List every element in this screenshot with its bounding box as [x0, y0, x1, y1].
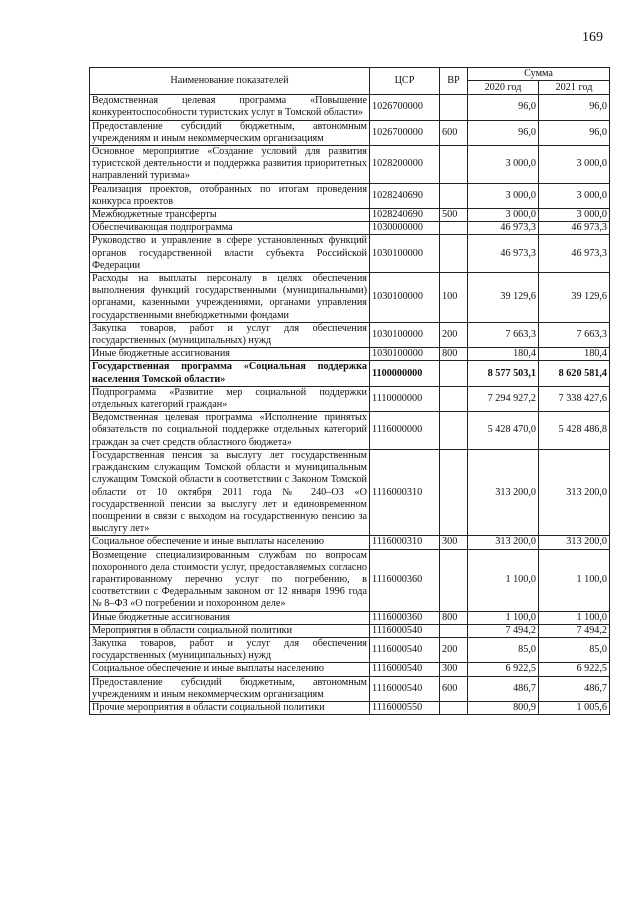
row-vr [440, 146, 468, 184]
row-value-2021: 180,4 [539, 348, 610, 361]
table-row [90, 536, 610, 549]
row-vr [440, 624, 468, 637]
row-value-2020: 46 973,3 [468, 222, 539, 235]
row-code: 1030100000 [370, 273, 440, 323]
table-row [90, 235, 610, 273]
row-value-2021: 1 100,0 [539, 549, 610, 611]
row-value-2020: 6 922,5 [468, 663, 539, 676]
row-value-2021: 85,0 [539, 637, 610, 662]
row-vr: 300 [440, 663, 468, 676]
table-row [90, 120, 610, 145]
row-value-2021: 486,7 [539, 676, 610, 701]
row-code: 1026700000 [370, 120, 440, 145]
row-value-2020: 8 577 503,1 [468, 361, 539, 386]
row-code: 1028240690 [370, 183, 440, 208]
row-value-2021: 6 922,5 [539, 663, 610, 676]
row-value-2020: 5 428 470,0 [468, 412, 539, 450]
row-value-2020: 486,7 [468, 676, 539, 701]
row-vr: 800 [440, 348, 468, 361]
row-vr [440, 183, 468, 208]
table-row [90, 449, 610, 535]
row-value-2021: 96,0 [539, 95, 610, 120]
header-sum: Сумма [468, 68, 610, 81]
row-code: 1030100000 [370, 235, 440, 273]
row-value-2021: 1 005,6 [539, 701, 610, 714]
row-value-2021: 8 620 581,4 [539, 361, 610, 386]
row-value-2020: 7 663,3 [468, 322, 539, 347]
row-vr [440, 701, 468, 714]
row-vr [440, 361, 468, 386]
row-code: 1116000540 [370, 624, 440, 637]
row-vr [440, 222, 468, 235]
row-name: Обеспечивающая подпрограмма [90, 222, 370, 235]
row-name: Социальное обеспечение и иные выплаты населению [90, 536, 370, 549]
row-name: Расходы на выплаты персоналу в целях обеспечения выполнения функций государственными (муниципальными) органами, казенными учреждениями, органами управления государственными внебюджетными фондами [90, 273, 370, 323]
page-number: 169 [582, 30, 603, 45]
table-row [90, 361, 610, 386]
row-value-2020: 39 129,6 [468, 273, 539, 323]
row-value-2021: 3 000,0 [539, 183, 610, 208]
row-vr: 500 [440, 209, 468, 222]
row-name: Предоставление субсидий бюджетным, автономным учреждениям и иным некоммерческим организациям [90, 676, 370, 701]
row-value-2021: 7 338 427,6 [539, 386, 610, 411]
row-vr [440, 549, 468, 611]
row-vr: 800 [440, 611, 468, 624]
table-row [90, 549, 610, 611]
row-value-2021: 46 973,3 [539, 222, 610, 235]
table-row [90, 273, 610, 323]
row-vr [440, 235, 468, 273]
table-row [90, 322, 610, 347]
row-code: 1116000550 [370, 701, 440, 714]
row-value-2020: 800,9 [468, 701, 539, 714]
row-vr [440, 449, 468, 535]
row-value-2021: 3 000,0 [539, 146, 610, 184]
row-value-2021: 313 200,0 [539, 536, 610, 549]
row-vr: 200 [440, 637, 468, 662]
row-value-2020: 46 973,3 [468, 235, 539, 273]
header-vr: ВР [440, 68, 468, 95]
row-code: 1110000000 [370, 386, 440, 411]
row-value-2020: 85,0 [468, 637, 539, 662]
table-row [90, 701, 610, 714]
table-row [90, 222, 610, 235]
table-row [90, 663, 610, 676]
row-value-2021: 5 428 486,8 [539, 412, 610, 450]
budget-table [89, 67, 610, 715]
row-vr [440, 412, 468, 450]
row-code: 1116000000 [370, 412, 440, 450]
row-code: 1116000310 [370, 536, 440, 549]
table-row [90, 209, 610, 222]
header-csr: ЦСР [370, 68, 440, 95]
row-value-2021: 7 494,2 [539, 624, 610, 637]
row-name: Подпрограмма «Развитие мер социальной поддержки отдельных категорий граждан» [90, 386, 370, 411]
row-value-2020: 180,4 [468, 348, 539, 361]
row-value-2020: 7 294 927,2 [468, 386, 539, 411]
row-value-2020: 3 000,0 [468, 146, 539, 184]
row-name: Руководство и управление в сфере установленных функций органов государственной власти субъекта Российской Федерации [90, 235, 370, 273]
table-row [90, 611, 610, 624]
row-code: 1116000360 [370, 611, 440, 624]
table-row [90, 386, 610, 411]
row-name: Межбюджетные трансферты [90, 209, 370, 222]
row-code: 1116000310 [370, 449, 440, 535]
row-value-2020: 96,0 [468, 95, 539, 120]
header-year-2020: 2020 год [468, 81, 539, 95]
row-code: 1030100000 [370, 348, 440, 361]
row-value-2020: 313 200,0 [468, 449, 539, 535]
row-value-2020: 313 200,0 [468, 536, 539, 549]
row-name: Реализация проектов, отобранных по итогам проведения конкурса проектов [90, 183, 370, 208]
row-vr [440, 386, 468, 411]
row-code: 1030000000 [370, 222, 440, 235]
row-name: Иные бюджетные ассигнования [90, 611, 370, 624]
row-vr: 600 [440, 120, 468, 145]
table-row [90, 183, 610, 208]
row-code: 1116000540 [370, 676, 440, 701]
row-value-2020: 1 100,0 [468, 549, 539, 611]
row-name: Ведомственная целевая программа «Исполнение принятых обязательств по социальной поддержке отдельных категорий граждан за счет средств областного бюджета» [90, 412, 370, 450]
row-name: Государственная программа «Социальная поддержка населения Томской области» [90, 361, 370, 386]
row-code: 1026700000 [370, 95, 440, 120]
row-value-2021: 39 129,6 [539, 273, 610, 323]
row-code: 1116000360 [370, 549, 440, 611]
row-value-2021: 3 000,0 [539, 209, 610, 222]
row-code: 1028200000 [370, 146, 440, 184]
table-row [90, 637, 610, 662]
row-name: Мероприятия в области социальной политики [90, 624, 370, 637]
table-row [90, 95, 610, 120]
row-vr: 600 [440, 676, 468, 701]
row-value-2021: 46 973,3 [539, 235, 610, 273]
row-name: Закупка товаров, работ и услуг для обеспечения государственных (муниципальных) нужд [90, 637, 370, 662]
table-row [90, 412, 610, 450]
table-row [90, 676, 610, 701]
row-name: Основное мероприятие «Создание условий для развития туристской деятельности и поддержка развития приоритетных направлений туризма» [90, 146, 370, 184]
table-body [90, 95, 610, 715]
row-name: Иные бюджетные ассигнования [90, 348, 370, 361]
row-vr [440, 95, 468, 120]
row-value-2021: 313 200,0 [539, 449, 610, 535]
row-name: Закупка товаров, работ и услуг для обеспечения государственных (муниципальных) нужд [90, 322, 370, 347]
row-value-2020: 3 000,0 [468, 183, 539, 208]
row-code: 1116000540 [370, 663, 440, 676]
row-vr: 300 [440, 536, 468, 549]
table-row [90, 624, 610, 637]
row-name: Государственная пенсия за выслугу лет государственным гражданским служащим Томской области и муниципальным служащим Томской области в соответствии с Законом Томской области от 10 октября 2011 года № 240–ОЗ «О государственной пенсии за выслугу лет и единовременном поощрении в связи с выходом на государственную пенсию за выслугу лет» [90, 449, 370, 535]
row-name: Ведомственная целевая программа «Повышение конкурентоспособности туристских услуг в Томской области» [90, 95, 370, 120]
row-code: 1116000540 [370, 637, 440, 662]
row-name: Прочие мероприятия в области социальной политики [90, 701, 370, 714]
row-value-2020: 3 000,0 [468, 209, 539, 222]
table-row [90, 146, 610, 184]
header-year-2021: 2021 год [539, 81, 610, 95]
row-vr: 200 [440, 322, 468, 347]
row-vr: 100 [440, 273, 468, 323]
row-code: 1100000000 [370, 361, 440, 386]
header-name: Наименование показателей [90, 68, 370, 95]
row-code: 1028240690 [370, 209, 440, 222]
row-value-2021: 96,0 [539, 120, 610, 145]
row-name: Социальное обеспечение и иные выплаты населению [90, 663, 370, 676]
row-value-2021: 7 663,3 [539, 322, 610, 347]
row-value-2020: 7 494,2 [468, 624, 539, 637]
row-value-2020: 96,0 [468, 120, 539, 145]
table-row [90, 348, 610, 361]
row-code: 1030100000 [370, 322, 440, 347]
row-value-2021: 1 100,0 [539, 611, 610, 624]
row-value-2020: 1 100,0 [468, 611, 539, 624]
row-name: Возмещение специализированным службам по вопросам похоронного дела стоимости услуг, предоставляемых согласно гарантированному перечню услуг по погребению, в соответствии с Федеральным законом от 12 января 1996 года № 8–ФЗ «О погребении и похоронном деле» [90, 549, 370, 611]
row-name: Предоставление субсидий бюджетным, автономным учреждениям и иным некоммерческим организациям [90, 120, 370, 145]
